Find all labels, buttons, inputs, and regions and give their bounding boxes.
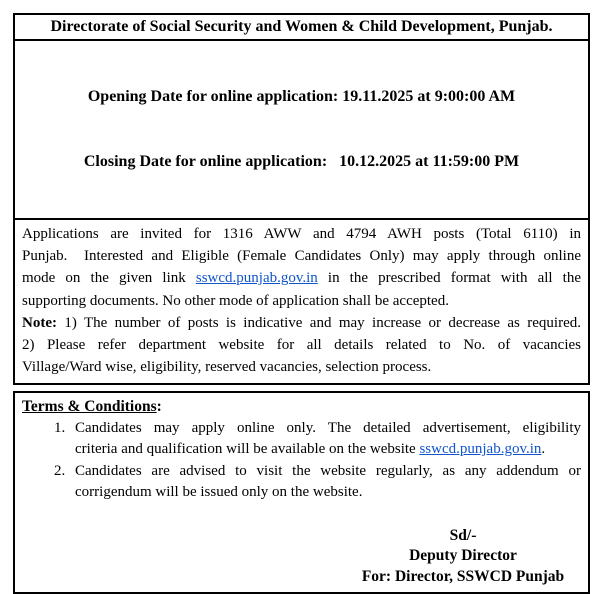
note-line (22, 312, 581, 334)
terms-heading (22, 396, 581, 418)
list-number: 1. (54, 419, 66, 436)
sswcd-website-link[interactable]: sswcd.punjab.gov.in (195, 270, 318, 287)
terms-section (13, 391, 590, 594)
body-text: in the prescribed format with all the (327, 270, 581, 287)
body-text: mode on the given link (22, 270, 186, 287)
list-item (22, 418, 581, 461)
note-line: Village/Ward wise, eligibility, reserved vacancies, selection process. (22, 359, 432, 376)
signature-sd: Sd/- (449, 526, 477, 544)
notice-body (15, 220, 588, 383)
notice-table (13, 13, 590, 385)
signature-for: For: Director, SSWCD Punjab (361, 567, 565, 585)
body-line: supporting documents. No other mode of application shall be accepted. (22, 292, 449, 309)
sswcd-website-link[interactable]: sswcd.punjab.gov.in (419, 441, 542, 458)
terms-heading-colon: : (156, 398, 162, 416)
opening-date-line: Opening Date for online application: 19.11.2025 at 9:00:00 AM (87, 88, 516, 105)
note-text: 1) The number of posts is indicative and may increase or decrease as required. (64, 314, 581, 331)
signature-designation: Deputy Director (409, 547, 517, 565)
list-line-text: criteria and qualification will be available on the website (75, 441, 416, 458)
application-dates (15, 41, 588, 220)
note-label: Note: (22, 314, 57, 331)
list-line: Candidates may apply online only. The detailed advertisement, eligibility (75, 419, 581, 436)
notice-document (13, 13, 590, 594)
list-line: Candidates are advised to visit the website regularly, as any addendum or (75, 462, 581, 479)
closing-date-line: Closing Date for online application: 10.12.2025 at 11:59:00 PM (83, 152, 520, 170)
list-number: 2. (54, 462, 66, 479)
body-line (22, 267, 581, 289)
signature-block (347, 526, 579, 588)
page-title: Directorate of Social Security and Women & Child Development, Punjab. (15, 15, 588, 41)
list-text (75, 418, 581, 461)
list-item (22, 461, 581, 504)
body-line: Applications are invited for 1316 AWW and 4794 AWH posts (Total 6110) in (22, 226, 581, 242)
list-text (75, 461, 581, 504)
body-line: Punjab. Interested and Eligible (Female Candidates Only) may apply through online (22, 248, 581, 265)
list-line-period: . (541, 441, 546, 458)
terms-heading-text: Terms & Conditions (22, 398, 157, 416)
list-line: corrigendum will be issued only on the website. (75, 484, 363, 501)
note-line: 2) Please refer department website for all details related to No. of vacancies (22, 337, 581, 354)
